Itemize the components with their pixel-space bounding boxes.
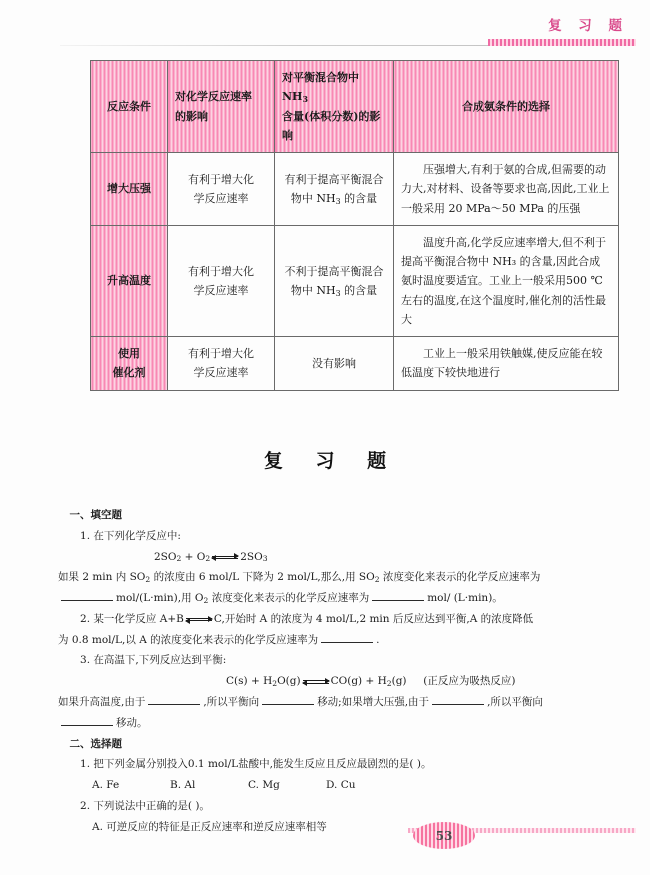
row3-condition-line1: 使用 [118,347,140,360]
q1-answer-blank-2[interactable] [372,591,424,601]
q1-body-a: 如果 2 min 内 SO [58,571,146,584]
q2-text-c: 为 0.8 mol/L,以 A 的浓度变化来表示的化学反应速率为 [58,633,319,646]
header-rate-line1: 对化学反应速率 [175,90,252,104]
q1-body-d-subscript: 2 [203,596,209,605]
q1-body-a-subscript: 2 [145,575,151,585]
multiple-choice-heading: 二、选择题 [69,737,123,750]
q1-body-b: 的浓度由 6 mol/L 下降为 2 mol/L,那么,用 SO [150,571,375,584]
q3-eq-note: (正反应为吸热反应) [423,675,516,688]
q1-eq-right: 2SO [240,550,263,563]
header-cell-selection: 合成氨条件的选择 [394,61,619,153]
header-stripe-decoration [488,39,636,46]
row2-nh3-effect [275,225,394,336]
header-cell-condition: 反应条件 [91,61,168,153]
q2-line2 [58,630,594,651]
row2-rate-effect [168,225,275,336]
q3-stem: 3. 在高温下,下列反应达到平衡: [80,654,227,667]
q1-eq-left-subscript: 2 [176,554,182,564]
row2-nh3-subscript: 3 [335,288,341,298]
q2-text-b: C,开始时 A 的浓度为 4 mol/L,2 min 后反应达到平衡,A 的浓度降低 [213,612,534,625]
choice2-option-a[interactable]: A. 可逆反应的特征是正反应速率和逆反应速率相等 [92,820,327,833]
table-body [91,153,619,391]
reversible-reaction-arrow-icon [303,676,329,687]
table-row [91,225,619,336]
q1-body-line1 [58,567,594,588]
q3-body-b: ,所以平衡向 [203,696,260,709]
q2-text-d: . [376,633,380,646]
reversible-reaction-arrow-icon [212,551,238,562]
q1-eq-mid: + O [181,550,206,563]
q1-equation [58,547,594,568]
row1-rate-effect [168,153,275,226]
q1-answer-blank-1[interactable] [61,591,113,601]
ammonia-conditions-table-wrapper [90,60,610,391]
row3-rate-effect [168,337,275,391]
header-cell-rate-effect [168,61,275,153]
row1-selection: 压强增大,有利于氨的合成,但需要的动力大,对材料、设备等要求也高,因此,工业上一般采用 20 MPa～50 MPa 的压强 [394,153,619,226]
q3-body-d: ,所以平衡向 [487,696,543,709]
q1-eq-left: 2SO [154,550,177,563]
q3-eq-a: C(s) + H [226,675,273,688]
q3-body-line2 [58,713,594,734]
q1-eq-right-subscript: 3 [262,554,268,564]
q1-body-b-subscript: 2 [374,575,380,585]
q3-eq-b: O(g) [277,675,301,688]
q1-body-d: mol/(L·min),用 O [116,592,204,605]
q1-stem: 1. 在下列化学反应中: [80,529,181,542]
q3-body-line1 [58,692,594,713]
table-header-row [91,61,619,153]
section-title: 复 习 题 [263,450,400,472]
reversible-reaction-arrow-icon [186,614,212,625]
q3-equation [58,671,594,692]
q3-body-a: 如果升高温度,由于 [58,696,146,709]
row1-condition: 增大压强 [91,153,168,226]
q3-eq-d: (g) [391,675,407,688]
q3-eq-c: CO(g) + H [330,675,387,688]
row1-rate-line2: 学反应速率 [193,191,249,205]
q1-body-c: 浓度变化来表示的化学反应速率为 [379,571,541,584]
row3-condition-line2: 催化剂 [112,366,146,380]
table-row [91,337,619,391]
choice1-options [58,775,594,796]
choice1-stem: 1. 把下列金属分别投入0.1 mol/L盐酸中,能发生反应且反应最剧烈的是( )。 [80,758,432,771]
choice2-stem: 2. 下列说法中正确的是( )。 [80,799,210,812]
row3-rate-line2: 学反应速率 [193,366,249,380]
row2-nh3-line1: 不利于提高平衡混合 [284,264,384,278]
fill-in-blank-heading: 一、填空题 [69,509,123,521]
header-nh3-line2: 含量(体积分数)的影响 [282,109,381,142]
q3-answer-blank-4[interactable] [61,715,113,725]
choice1-option-a[interactable]: A. Fe [92,779,120,792]
row3-nh3-effect: 没有影响 [275,337,394,391]
q1-eq-mid-subscript: 2 [205,554,211,564]
q1-body-e: 浓度变化来表示的化学反应速率为 [208,592,370,605]
q2-text-a: 2. 某一化学反应 A+B [80,612,184,625]
table-row [91,153,619,226]
header-nh3-subscript: 3 [302,95,308,105]
q3-body-e: 移动。 [116,716,148,729]
row1-rate-line1: 有利于增大化 [188,172,254,186]
q2-answer-blank[interactable] [321,632,373,642]
row1-nh3-subscript: 3 [335,196,341,206]
choice1-option-d[interactable]: D. Cu [326,779,356,792]
row1-nh3-line2a: 物中 NH [290,191,336,205]
running-header-title: 复 习 题 [548,18,628,34]
choice1-option-b[interactable]: B. Al [170,779,196,792]
row3-condition [91,337,168,391]
header-rate-line2: 的影响 [175,109,208,123]
row2-condition: 升高温度 [91,225,168,336]
row1-nh3-effect [275,153,394,226]
q1-body-f: mol/ (L·min)。 [427,592,503,605]
q3-eq-c-subscript: 2 [386,679,392,689]
row2-selection: 温度升高,化学反应速率增大,但不利于提高平衡混合物中 NH₃ 的含量,因此合成氨时温度要适宜。工业上一般采用500 ℃左右的温度,在这个温度时,催化剂的活性最大 [394,225,619,336]
row1-nh3-line1: 有利于提高平衡混合 [284,172,384,186]
q1-body-line2 [58,588,594,609]
row2-nh3-line2b: 的含量 [340,283,378,297]
q3-body-c: 移动;如果增大压强,由于 [317,696,430,709]
q3-answer-blank-3[interactable] [432,695,484,705]
row2-rate-line1: 有利于增大化 [188,264,254,278]
header-nh3-line1: 对平衡混合物中 NH [282,71,359,104]
choice1-option-c[interactable]: C. Mg [248,779,280,792]
row1-nh3-line2b: 的含量 [340,191,378,205]
q3-eq-a-subscript: 2 [272,679,278,689]
q3-answer-blank-2[interactable] [262,695,314,705]
page-number-badge: 53 [413,822,475,849]
row3-rate-line1: 有利于增大化 [188,347,254,360]
row2-nh3-line2a: 物中 NH [290,283,336,297]
exercises-body [58,505,594,838]
ammonia-conditions-table [90,60,619,391]
q2-line1 [58,609,594,630]
table-header [91,61,619,153]
row3-selection: 工业上一般采用铁触媒,使反应能在较低温度下较快地进行 [394,337,619,391]
q3-answer-blank-1[interactable] [148,695,200,705]
header-cell-nh3-effect [275,61,394,153]
row2-rate-line2: 学反应速率 [193,283,249,297]
